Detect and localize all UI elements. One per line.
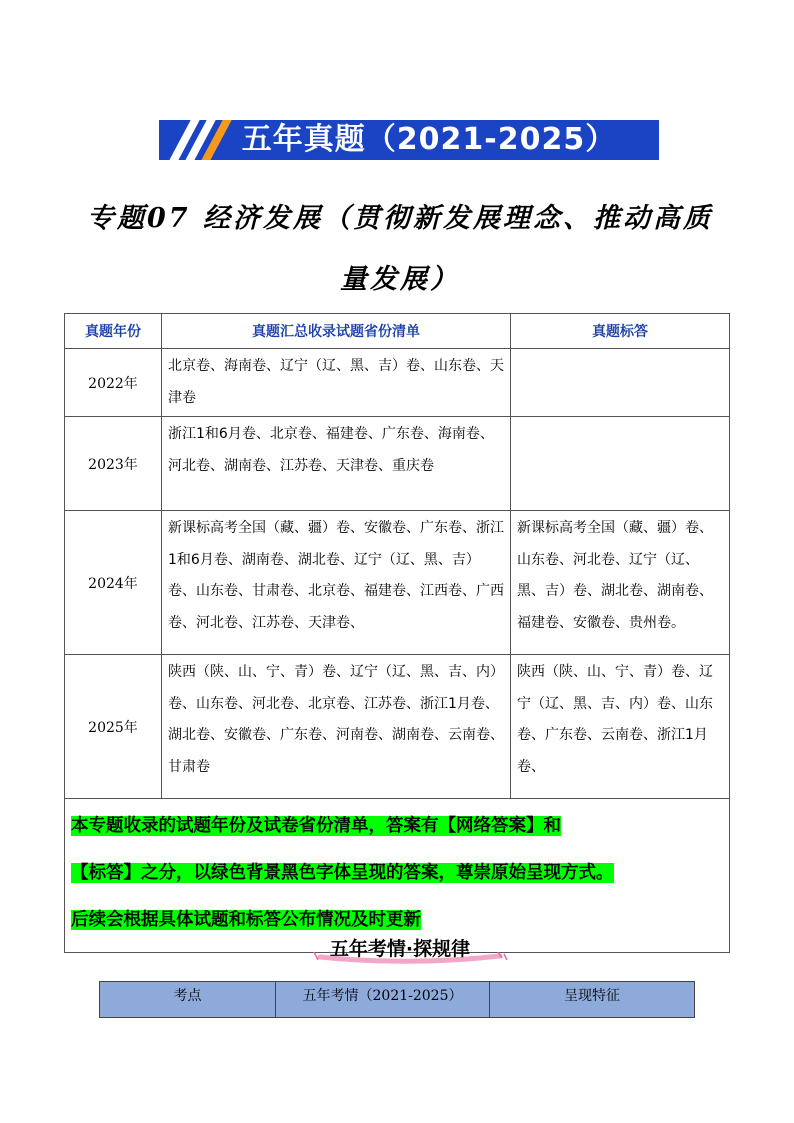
note-text: 【标答】之分，以绿色背景黑色字体呈现的答案，尊崇原始呈现方式。 (71, 863, 614, 883)
table-row (65, 655, 730, 799)
row-year: 2024年 (65, 511, 162, 655)
row-list: 浙江1和6月卷、北京卷、福建卷、广东卷、海南卷、河北卷、湖南卷、江苏卷、天津卷、重庆卷 (162, 417, 511, 511)
row-answer: 陕西（陕、山、宁、青）卷、辽宁（辽、黑、吉、内）卷、山东卷、广东卷、云南卷、浙江1月卷、 (511, 655, 730, 799)
row-answer: 新课标高考全国（藏、疆）卷、山东卷、河北卷、辽宁（辽、黑、吉）卷、湖北卷、湖南卷、福建卷、安徽卷、贵州卷。 (511, 511, 730, 655)
header-feature: 呈现特征 (490, 982, 695, 1018)
feature-header-row (100, 982, 695, 1018)
note-row (65, 799, 730, 953)
header-list: 真题汇总收录试题省份清单 (162, 314, 511, 349)
row-year: 2023年 (65, 417, 162, 511)
title-banner (159, 120, 659, 160)
row-list: 北京卷、海南卷、辽宁（辽、黑、吉）卷、山东卷、天津卷 (162, 349, 511, 417)
section-subtitle: 五年考情·探规律 (329, 938, 471, 960)
note-text: 后续会根据具体试题和标答公布情况及时更新 (71, 910, 421, 930)
row-list: 新课标高考全国（藏、疆）卷、安徽卷、广东卷、浙江1和6月卷、湖南卷、湖北卷、辽宁（辽、黑、吉）卷、山东卷、甘肃卷、北京卷、福建卷、江西卷、广西卷、河北卷、江苏卷、天津卷、 (162, 511, 511, 655)
table-row (65, 349, 730, 417)
table-header-row (65, 314, 730, 349)
note-cell (65, 799, 730, 953)
header-answer: 真题标答 (511, 314, 730, 349)
topic-title-line2: 量发展） (340, 264, 460, 295)
row-answer (511, 417, 730, 511)
header-year: 真题年份 (65, 314, 162, 349)
topic-title-line1: 专题07 经济发展（贯彻新发展理念、推动高质 (87, 203, 713, 234)
exam-list-table (64, 313, 730, 953)
feature-table (99, 981, 695, 1018)
header-topic: 考点 (100, 982, 276, 1018)
header-five-year: 五年考情（2021-2025） (276, 982, 490, 1018)
row-year: 2022年 (65, 349, 162, 417)
row-answer (511, 349, 730, 417)
banner-title: 五年真题（2021-2025） (241, 122, 617, 157)
table-row (65, 511, 730, 655)
note-line (71, 850, 723, 897)
note-text: 本专题收录的试题年份及试卷省份清单，答案有【网络答案】和 (71, 816, 561, 836)
table-row (65, 417, 730, 511)
row-year: 2025年 (65, 655, 162, 799)
note-line (71, 803, 723, 850)
row-list: 陕西（陕、山、宁、青）卷、辽宁（辽、黑、吉、内）卷、山东卷、河北卷、北京卷、江苏卷、浙江1月卷、湖北卷、安徽卷、广东卷、河南卷、湖南卷、云南卷、甘肃卷 (162, 655, 511, 799)
